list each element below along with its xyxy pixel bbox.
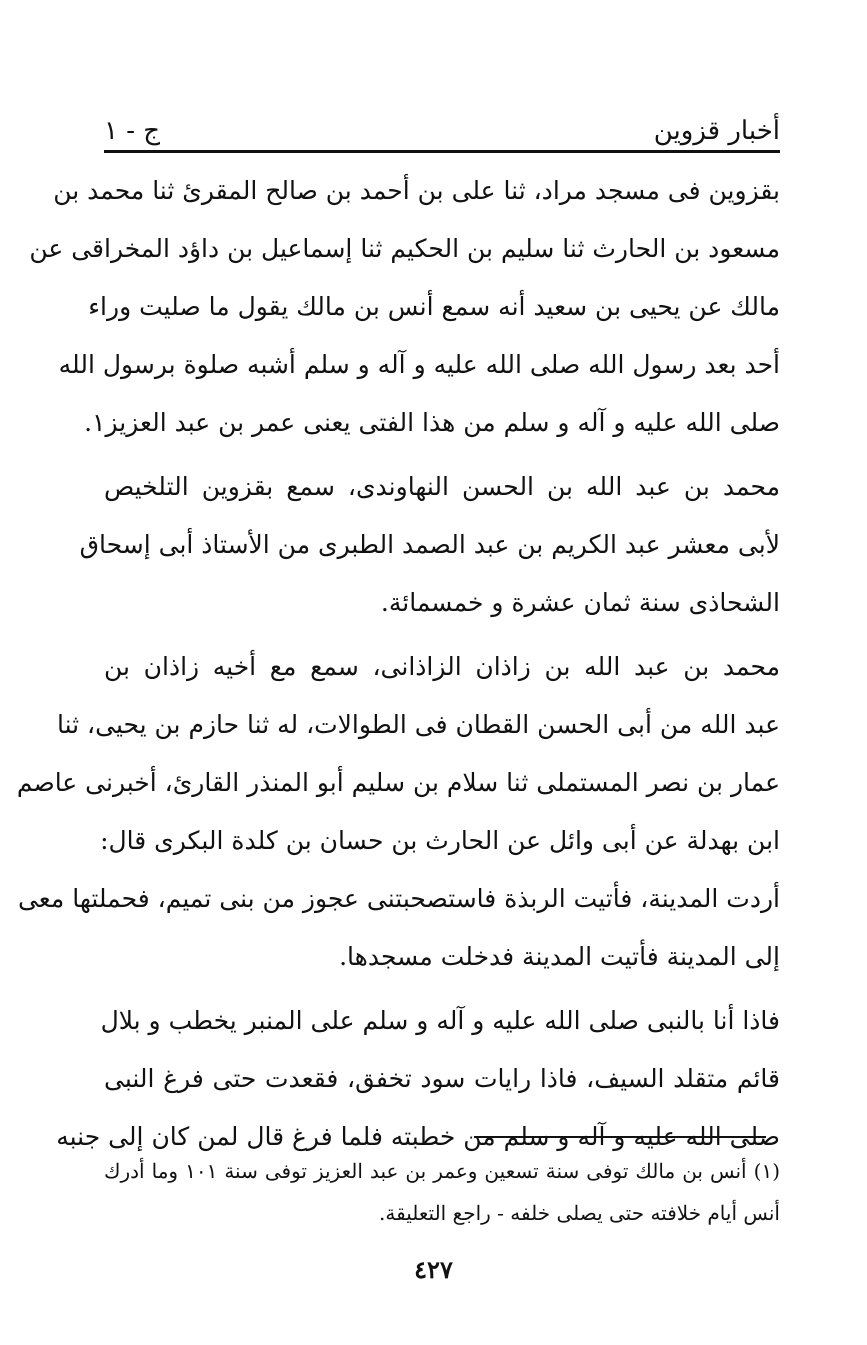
text-line: أحد بعد رسول الله صلى الله عليه و آله و سلم أشبه صلوة برسول الله	[58, 350, 780, 379]
paragraph-2	[79, 458, 780, 632]
footnote-line: (١) أنس بن مالك توفى سنة تسعين وعمر بن عبد العزيز توفى سنة ١٠١ وما أدرك	[104, 1159, 780, 1183]
text-line: مالك عن يحيى بن سعيد أنه سمع أنس بن مالك يقول ما صليت وراء	[88, 292, 780, 321]
text-line: مسعود بن الحارث ثنا سليم بن الحكيم ثنا إسماعيل بن داؤد المخراقى عن	[29, 234, 780, 263]
text-line: عمار بن نصر المستملى ثنا سلام بن سليم أبو المنذر القارئ، أخبرنى عاصم	[16, 768, 780, 797]
text-line: الشحاذى سنة ثمان عشرة و خمسمائة.	[380, 588, 780, 617]
footnote-divider	[474, 1136, 766, 1138]
text-line: أردت المدينة، فأتيت الربذة فاستصحبتنى عجوز من بنى تميم، فحملتها معى	[17, 884, 780, 913]
text-line: صلى الله عليه و آله و سلم من هذا الفتى يعنى عمر بن عبد العزيز١.	[84, 408, 780, 437]
header-divider	[104, 150, 780, 153]
text-line: محمد بن عبد الله بن الحسن النهاوندى، سمع بقزوين التلخيص	[104, 472, 780, 501]
volume-label: ج - ١	[104, 116, 161, 146]
footnote	[104, 1150, 780, 1234]
text-line: ابن بهدلة عن أبى وائل عن الحارث بن حسان بن كلدة البكرى قال:	[100, 826, 780, 855]
paragraph-3	[16, 638, 780, 986]
paragraph-4	[56, 992, 780, 1166]
main-text	[16, 162, 780, 1166]
text-line: صلى الله عليه و آله و سلم من خطبته فلما فرغ قال لمن كان إلى جنبه	[56, 1122, 780, 1151]
text-line: محمد بن عبد الله بن زاذان الزاذانى، سمع مع أخيه زاذان بن	[104, 652, 780, 681]
text-line: لأبى معشر عبد الكريم بن عبد الصمد الطبرى من الأستاذ أبى إسحاق	[79, 530, 780, 559]
text-line: عبد الله من أبى الحسن القطان فى الطوالات، له ثنا حازم بن يحيى، ثنا	[56, 710, 780, 739]
text-line: إلى المدينة فأتيت المدينة فدخلت مسجدها.	[339, 942, 780, 971]
running-header	[104, 108, 780, 148]
footnote-line: أنس أيام خلافته حتى يصلى خلفه - راجع التعليقة.	[379, 1201, 780, 1225]
book-title: أخبار قزوين	[653, 116, 780, 146]
paragraph-1	[29, 162, 780, 452]
text-line: فاذا أنا بالنبى صلى الله عليه و آله و سلم على المنبر يخطب و بلال	[100, 1006, 780, 1035]
text-line: بقزوين فى مسجد مراد، ثنا على بن أحمد بن صالح المقرئ ثنا محمد بن	[53, 176, 780, 205]
page-number: ٤٢٧	[414, 1255, 453, 1284]
text-line: قائم متقلد السيف، فاذا رايات سود تخفق، فقعدت حتى فرغ النبى	[104, 1064, 780, 1093]
